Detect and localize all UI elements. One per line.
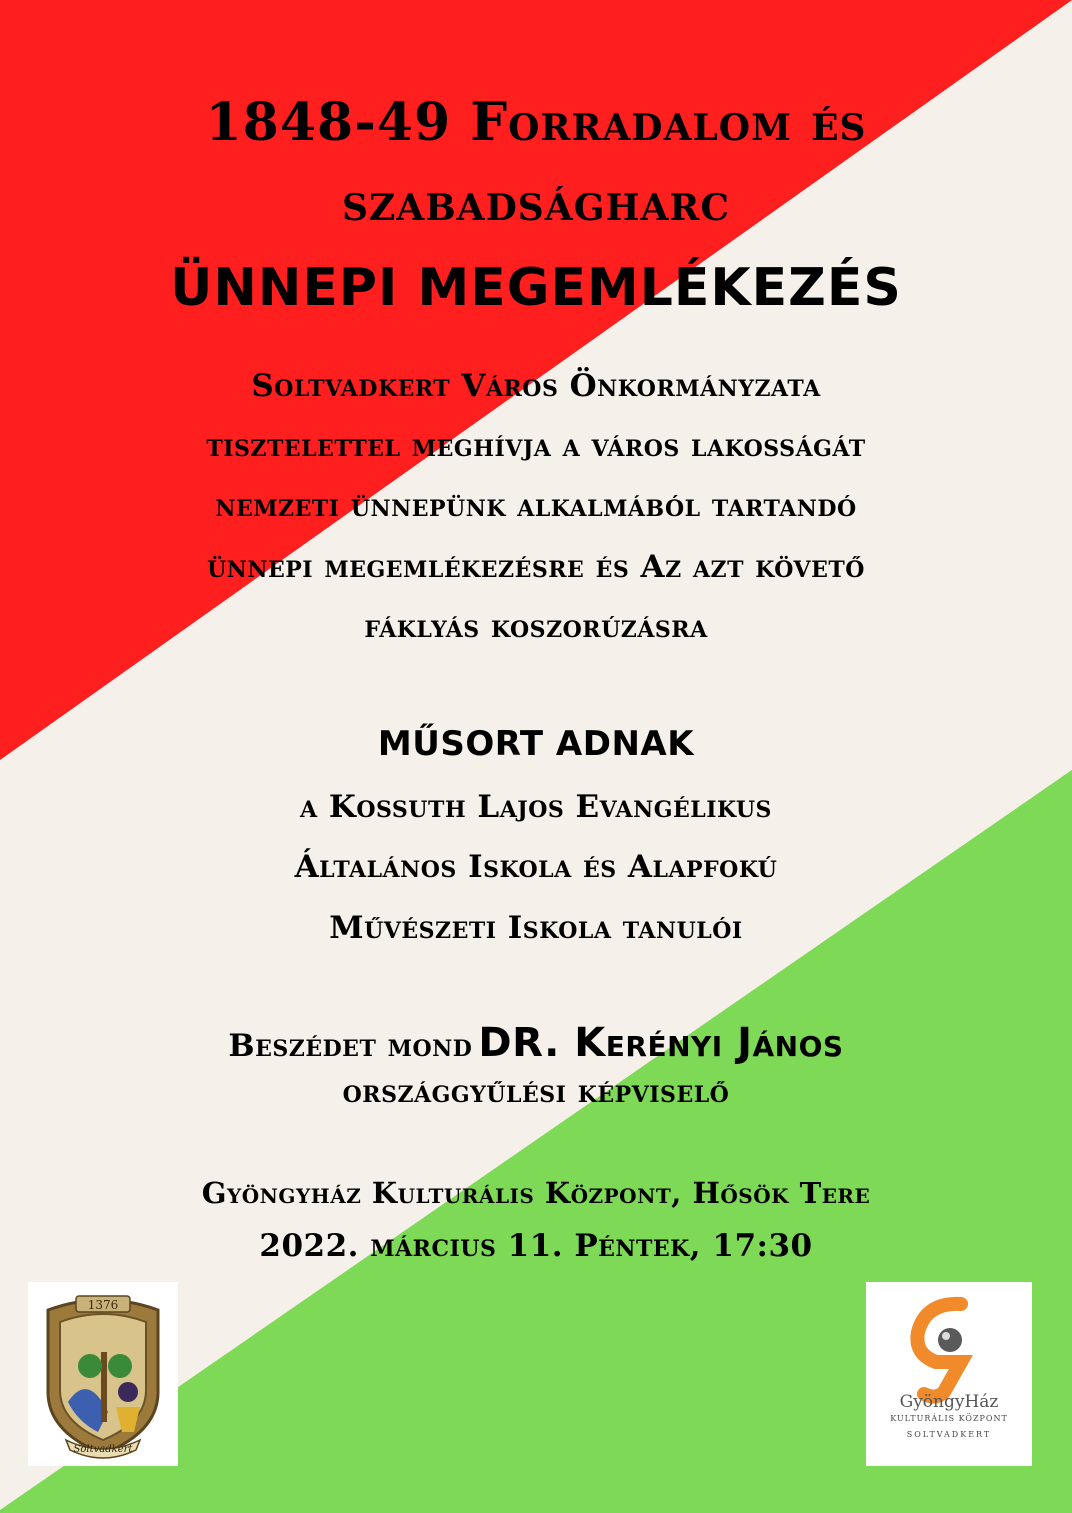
program-line-2: Általános Iskola és Alapfokú — [294, 849, 778, 885]
title-line-2: szabadságharc — [342, 172, 730, 233]
speaker-prefix: Beszédet mond — [228, 1028, 473, 1064]
program-line-3: Művészeti Iskola tanulói — [329, 910, 743, 946]
gyongyhaz-city: SOLTVADKERT — [906, 1430, 992, 1439]
invitation-line-4: ünnepi megemlékezésre és Az azt követő — [207, 549, 865, 585]
svg-text:1376: 1376 — [87, 1298, 119, 1312]
soltvadkert-coat-of-arms — [28, 1282, 178, 1466]
title-line-1: 1848-49 Forradalom és — [205, 92, 867, 153]
soltvadkert-coat-of-arms-icon — [28, 1282, 178, 1466]
invitation-line-3: nemzeti ünnepünk alkalmából tartandó — [215, 488, 857, 524]
gyongyhaz-subtitle: KULTURÁLIS KÖZPONT — [890, 1414, 1008, 1423]
invitation-line-2: tisztelettel meghívja a város lakosságát — [206, 428, 866, 464]
svg-text:Soltvadkert: Soltvadkert — [73, 1444, 133, 1455]
gyongyhaz-logo — [866, 1282, 1032, 1466]
program-heading: MŰSORT ADNAK — [377, 724, 695, 764]
event-location: Gyöngyház Kulturális Központ, Hősök Tere — [201, 1176, 871, 1210]
title-line-3: ÜNNEPI MEGEMLÉKEZÉS — [170, 258, 902, 318]
event-datetime: 2022. március 11. Péntek, 17:30 — [259, 1228, 813, 1264]
invitation-line-5: fáklyás koszorúzásra — [364, 609, 708, 645]
speaker-role: országgyűlési képviselő — [342, 1074, 730, 1110]
gyongyhaz-name: GyöngyHáz — [899, 1392, 999, 1412]
speaker-line — [0, 1020, 1072, 1066]
invitation-line-1: Soltvadkert Város Önkormányzata — [251, 368, 821, 404]
program-line-1: a Kossuth Lajos Evangélikus — [300, 789, 772, 825]
speaker-name: DR. Kerényi János — [478, 1020, 844, 1066]
